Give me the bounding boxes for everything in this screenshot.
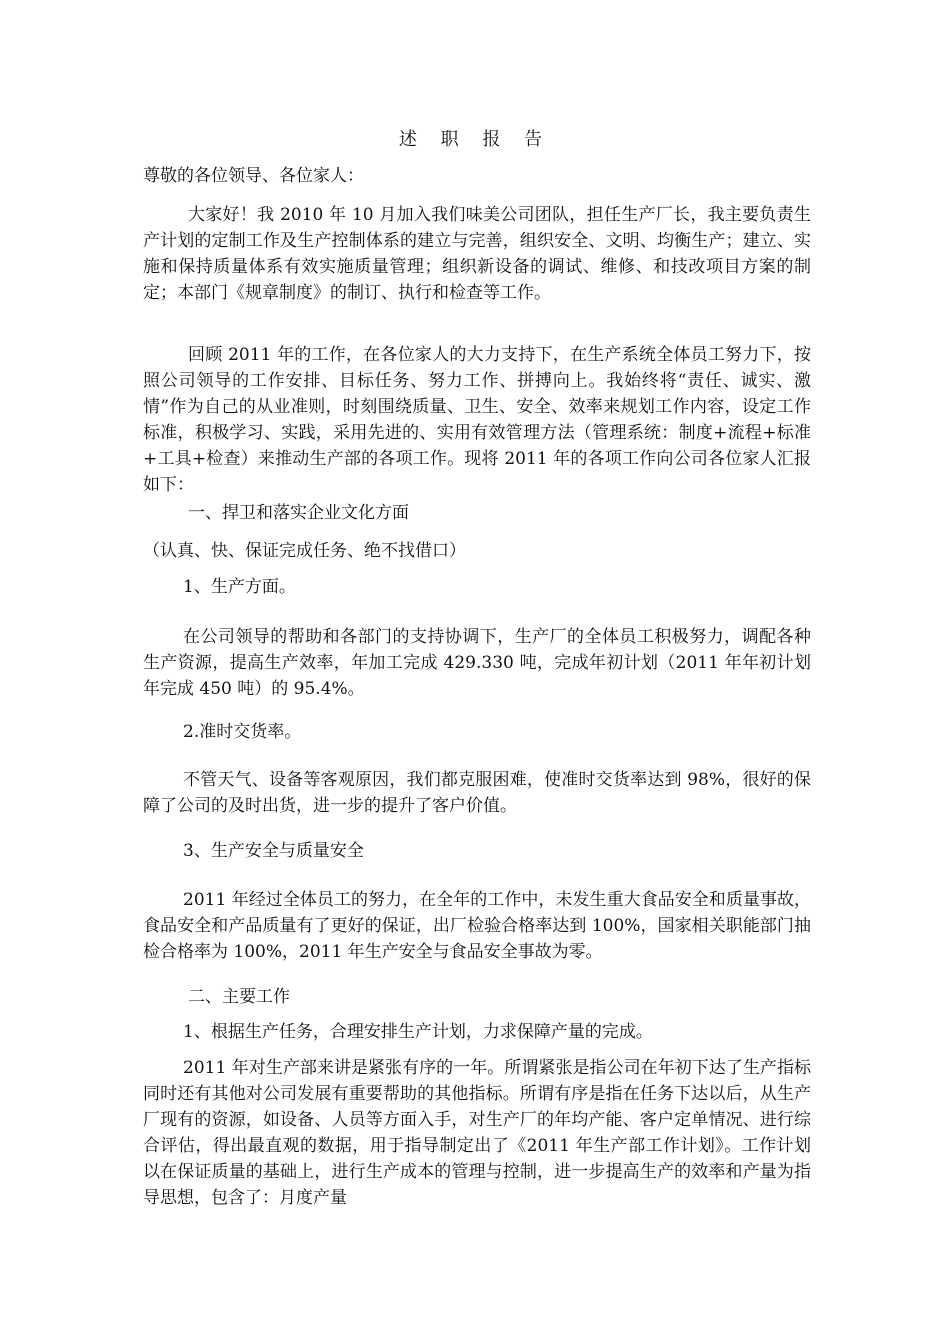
item3-heading: 3、生产安全与质量安全 [183,841,364,861]
item2-body: 不管天气、设备等客观原因，我们都克服困难，使准时交货率达到 98%，很好的保障了公司的及时出货，进一步的提升了客户价值。 [143,770,811,816]
item1-body: 在公司领导的帮助和各部门的支持协调下，生产厂的全体员工积极努力，调配各种生产资源，提高生产效率，年加工完成 429.330 吨，完成年初计划（2011 年年初计划年完成 450 吨）的 95.4%。 [143,627,811,699]
section1-motto: （认真、快、保证完成任务、绝不找借口） [143,541,466,561]
item3-body: 2011 年经过全体员工的努力，在全年的工作中，未发生重大食品安全和质量事故，食品安全和产品质量有了更好的保证，出厂检验合格率达到 100%，国家相关职能部门抽检合格率为 100%，2011 年生产安全与食品安全事故为零。 [143,890,811,962]
paragraph-intro: 大家好！我 2010 年 10 月加入我们味美公司团队，担任生产厂长，我主要负责生产计划的定制工作及生产控制体系的建立与完善，组织安全、文明、均衡生产；建立、实施和保持质量体系有效实施质量管理；组织新设备的调试、维修、和技改项目方案的制定；本部门《规章制度》的制订、执行和检查等工作。 [143,205,811,303]
document-title: 述 职 报 告 [398,129,552,150]
item1-heading: 1、生产方面。 [183,577,296,597]
paragraph-review: 回顾 2011 年的工作，在各位家人的大力支持下，在生产系统全体员工努力下，按照公司领导的工作安排、目标任务、努力工作、拼搏向上。我始终将“责任、诚实、激情”作为自己的从业准则，时刻围绕质量、卫生、安全、效率来规划工作内容，设定工作标准，积极学习、实践，采用先进的、实用有效管理方法（管理系统：制度+流程+标准+工具+检查）来推动生产部的各项工作。现将 2011 年的各项工作向公司各位家人汇报如下： [143,345,811,495]
section2-item1-heading: 1、根据生产任务，合理安排生产计划，力求保障产量的完成。 [183,1022,653,1042]
salutation: 尊敬的各位领导、各位家人： [143,166,364,186]
section2-item1-body: 2011 年对生产部来讲是紧张有序的一年。所谓紧张是指公司在年初下达了生产指标同时还有其他对公司发展有重要帮助的其他指标。所谓有序是指在任务下达以后，从生产厂现有的资源，如设备、人员等方面入手，对生产厂的年均产能、客户定单情况、进行综合评估，得出最直观的数据，用于指导制定出了《2011 年生产部工作计划》。工作计划以在保证质量的基础上，进行生产成本的管理与控制，进一步提高生产的效率和产量为指导思想，包含了：月度产量 [143,1058,811,1208]
section1-heading: 一、捍卫和落实企业文化方面 [188,503,409,523]
item2-heading: 2.准时交货率。 [183,722,302,742]
section2-heading: 二、主要工作 [188,987,290,1007]
